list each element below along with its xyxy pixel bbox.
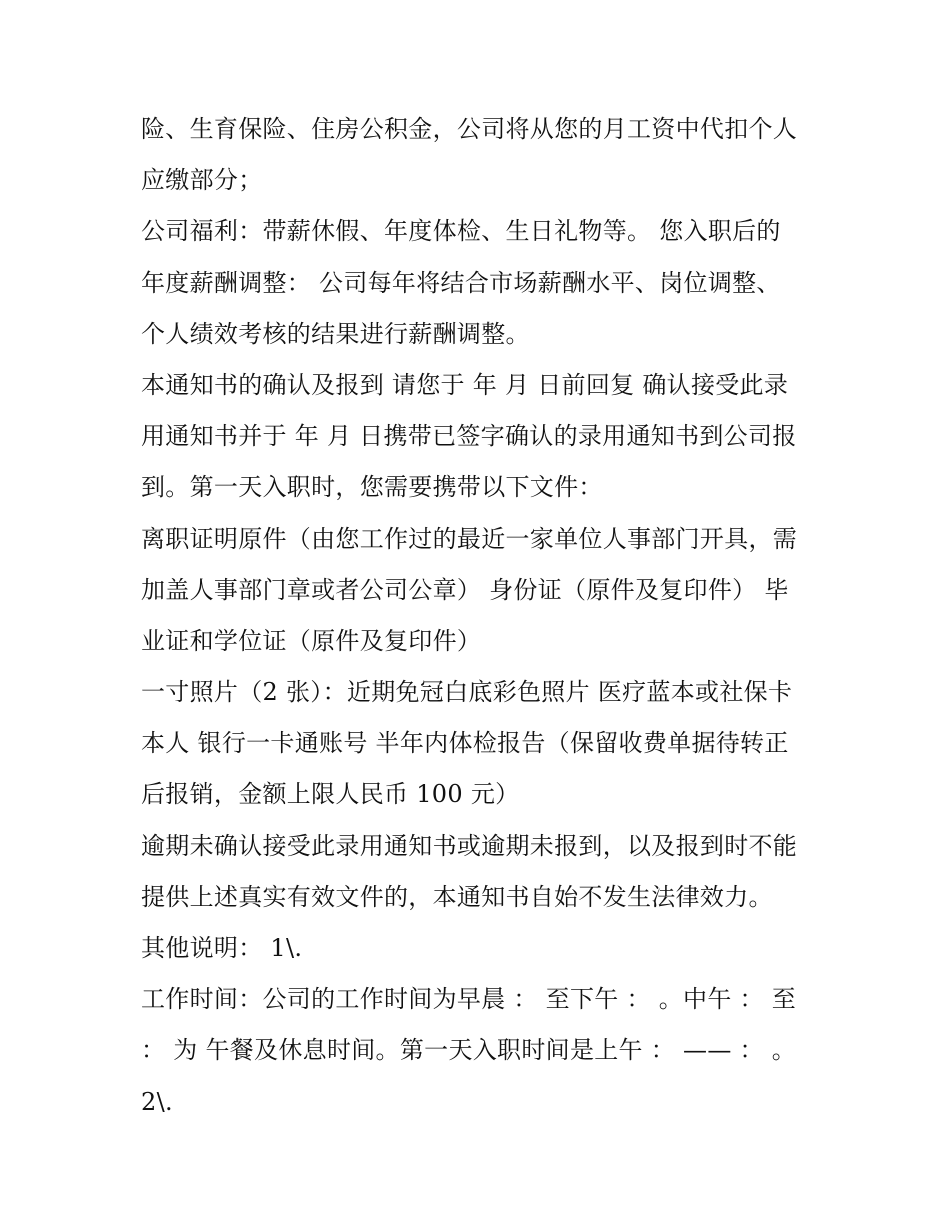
text-line: 到。第一天入职时，您需要携带以下文件： [141,473,603,502]
text-line: 逾期未确认接受此录用通知书或逾期未报到，以及报到时不能 [141,831,798,860]
text-line: 后报销，金额上限人民币 100 元） [141,780,520,809]
text-line: ： 为 午餐及休息时间。第一天入职时间是上午 ： —— ： 。 [141,1036,797,1065]
text-line: 工作时间：公司的工作时间为早晨 ： 至下午 ： 。中午 ： 至 [141,985,797,1014]
text-line: 个人绩效考核的结果进行薪酬调整。 [141,319,530,348]
text-line: 用通知书并于 年 月 日携带已签字确认的录用通知书到公司报 [141,422,797,451]
text-line: 提供上述真实有效文件的，本通知书自始不发生法律效力。 [141,882,773,911]
text-line: 加盖人事部门章或者公司公章） 身份证（原件及复印件） 毕 [141,575,789,604]
text-line: 险、生育保险、住房公积金，公司将从您的月工资中代扣个人 [141,115,798,143]
text-line: 离职证明原件（由您工作过的最近一家单位人事部门开具，需 [141,524,798,553]
text-line: 2\. [141,1087,173,1116]
text-line: 年度薪酬调整： 公司每年将结合市场薪酬水平、岗位调整、 [141,268,781,297]
text-line: 其他说明： 1\. [141,934,303,962]
document-body [141,104,821,1128]
text-line: 本通知书的确认及报到 请您于 年 月 日前回复 确认接受此录 [141,370,789,399]
text-line: 一寸照片（2 张）：近期免冠白底彩色照片 医疗蓝本或社保卡 [141,678,793,707]
text-line: 应缴部分； [141,166,263,195]
text-line: 公司福利：带薪休假、年度体检、生日礼物等。 您入职后的 [141,217,781,246]
text-line: 业证和学位证（原件及复印件） [141,626,482,655]
text-line: 本人 银行一卡通账号 半年内体检报告（保留收费单据待转正 [141,729,789,758]
